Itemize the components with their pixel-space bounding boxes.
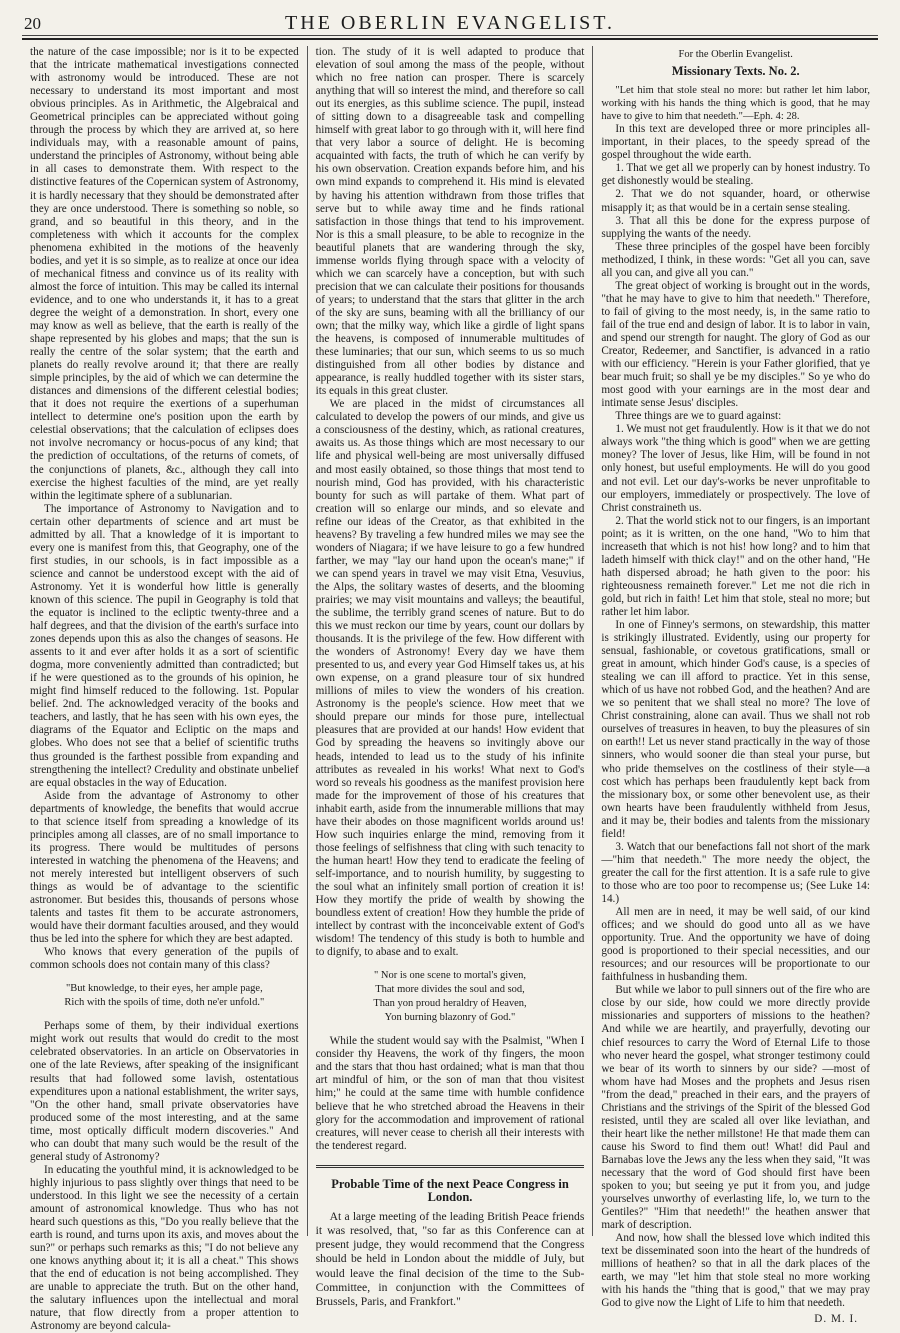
poem-line: Yon burning blazonry of God." <box>384 1012 516 1024</box>
article-paragraph: All men are in need, it may be well said, of our kind offices; and we should do good unto all as we have opportunity. True. And the opportunity we have of doing good is proportioned to their special necessities, and our resources; and our resources will be proportionate to our faithfulness in husbanding them. <box>601 906 871 984</box>
poem-line: Than yon proud heraldry of Heaven, <box>373 998 527 1010</box>
masthead <box>22 8 878 40</box>
poem-quote <box>30 982 299 1010</box>
article-paragraph: 3. That all this be done for the express purpose of supplying the wants of the needy. <box>601 214 871 240</box>
poem-line: "But knowledge, to their eyes, her ample page, <box>65 983 263 995</box>
signature: D. M. I. <box>814 1312 859 1325</box>
article-paragraph: The importance of Astronomy to Navigation and to certain other departments of science and art must be admitted by all. That a knowledge of it is important to every one is manifest from this, that Geography, one of the first studies, in our schools, is in fact impossible as a science and cannot be understood except with the aid of Astronomy. Yet it is wonderful how little is generally known of this science. The pupil in Geography is told that the equator is inclined to the ecliptic twenty-three and a half degrees, and that the division of the earth's surface into zones depends upon this as also the changes of seasons. He assents to it and ever after holds it as a sort of scientific dogma, more conveniently admitted than contradicted; but if he were questioned as to the grounds of his opinion, he might find himself reduced to the following. 1st. Popular belief. 2nd. The acknowledged veracity of the books and teachers, and lastly, that he has seen with his own eyes, the diagrams of the Equator and Ecliptic on the maps and globes. Who does not see that a belief of scientific truths thus grounded is the farthest possible from expanding and strengthening the intellect? Credulity and obstinate unbelief are equal obstacles in the way of Education. <box>30 502 299 789</box>
poem-line: " Nor is one scene to mortal's given, <box>374 970 526 982</box>
page-number: 20 <box>24 14 41 33</box>
poem-quote <box>316 969 585 1025</box>
article-paragraph: Who knows that every generation of the pupils of common schools does not contain many of this class? <box>30 946 299 972</box>
article-paragraph: 2. That the world stick not to our fingers, is an important point; as it is written, on the one hand, "Wo to him that increaseth that which is not his! how long? and to him that ladeth himself with thick clay!" and on the other hand, "He hath dispersed abroad; he hath given to the poor: his righteousness remaineth forever." Let me not die rich in gold, but rich in faith! Let him that stole, steal no more; but rather let him labor. <box>601 514 871 618</box>
column-3 <box>592 46 878 1325</box>
column-1 <box>22 46 307 1333</box>
masthead-rule <box>22 35 878 36</box>
article-paragraph: Three things are we to guard against: <box>615 410 782 423</box>
article-paragraph: 3. Watch that our benefactions fall not short of the mark—"him that needeth." The more needy the object, the greater the call for the first attention. It is a safe rule to give to those who are too poor to recompense us; (See Luke 14: 14.) <box>601 840 871 905</box>
article-paragraph: But while we labor to pull sinners out of the fire who are close by our side, how could we more directly provide missionaries and supporters of missions to the heathen? And while we are heartily, and prayerfully, devoting our chief resources to carry the Word of Eternal Life to those who never heard the gospel, what stronger testimony could we bear of its worth to sinners by our side? —most of whom have had Moses and the prophets and Jesus risen "from the dead," preached in their ears, and the prayers of Christians and the strivings of the Spirit of the blessed God resisted, until they are scaled all over like leviathan, and their heart like the nether millstone! He that made them can cause his Sword to find them out! What! did Paul and Barnabas love the Jews any the less when they said, "It was necessary that the word of God should first have been spoken to you; but seeing ye put it from you, and judge yourselves unworthy of everlasting life, lo, we turn to the Gentiles?" "Him that needeth!" the heathen answer that mark of description. <box>601 984 871 1232</box>
article-paragraph: In this text are developed three or more principles all-important, in their places, to the speedy spread of the gospel throughout the wide earth. <box>601 123 871 162</box>
article-paragraph: The great object of working is brought out in the words, "that he may have to give to him that needeth." Therefore, to fail of giving to the most needy, is, in the same ratio to fail of the true end and design of labor. It is to labor in vain, and spend our strength for naught. The glory of God as our Creator, Redeemer, and Sanctifier, is advanced in a ratio with our efficiency. "Herein is your Father glorified, that ye bear much fruit; so shall ye be my disciples." So ye who do most good with your earnings are in the most dear and intimate sense Jesus' disciples. <box>601 279 871 410</box>
article-paragraph: And now, how shall the blessed love which indited this text be disseminated soon into the heart of the hundreds of millions of heathen? so that in all the dark places of the earth, we may "let him that stole steal no more working with his hands the "thing that is good," that we may pray God to give now the Light of Life to him that needeth. <box>601 1232 871 1310</box>
article-paragraph: the nature of the case impossible; nor is it to be expected that the intricate mathematical investigations connected with astronomy would be introduced. These are not necessary to understand its most important and most obvious principles. As in Arithmetic, the Algebraical and Geometrical principles can be appreciated without going through the process by which they are arrived at, so here individuals may, with a reasonable amount of pains, understand the principles of Astronomy, without being able in all cases to demonstrate them. With respect to the distinctive features of the Copernican system of Astronomy, it is hardly necessary that they should be demonstrated after they are once understood. There is something so noble, so grand, and so beautiful in this theory, and in the completeness with which it accounts for the complex phenomena exhibited in the motions of the heavenly bodies, and yet it is so simple, as to realize at once our idea of mechanical fitness and convince us of its reality with almost the force of intuition. This may be called its internal evidence, and to one who understands it, it has to a great degree the weight of a demonstration. In short, every one may know as well as believe, that the earth is really of the shape represented by his globes and maps; that the sun is really the centre of the solar system; that the earth and planets do really revolve around it; that there are really simple principles, by the aid of which we can determine the distances and dimensions of the different celestial bodies; that it does not require the exertions of a superhuman intellect to determine one's position upon the earth by celestial observations; that the calculation of eclipses does not involve necromancy or hocus-pocus of any kind; that the prediction of occultations, of the returns of comets, of the conjunctions of planets, &c., although they call into exercise the highest faculties of the mind, are yet really within the legitimate sphere of a sublunarian. <box>30 46 299 502</box>
article-paragraph: Aside from the advantage of Astronomy to other departments of knowledge, the benefits that would accrue to that science itself from spreading a knowledge of its principles among all classes, are of no small importance to its progress. There would be multitudes of persons interested in watching the phenomena of the Heavens; and not merely interested but intelligent observers of such things as would be of advantage to the scientific astronomer. But besides this, thousands of persons whose talents and tastes fit them to be accurate astronomers, would have their dormant faculties aroused, and they would thus be led into the sphere for which they are best adapted. <box>30 789 299 946</box>
article-paragraph: In educating the youthful mind, it is acknowledged to be highly injurious to pass slightly over things that need to be understood. In this light we see the necessity of a certain amount of astronomical knowledge. Thus who has not heard such questions as this, "Do you really believe that the earth is round, and turns upon its axis, and moves about the sun?" or perhaps such remarks as this; "I do not believe any one knows anything about it; it is all a cheat." This shows that the end of education is not being accomplished. They are unable to appreciate the truth. But on the other hand, the salutary influences upon the intellectual and moral nature, that flow directly from a proper attention to Astronomy are beyond calcula- <box>30 1163 299 1333</box>
columns <box>22 46 878 1333</box>
article-paragraph: While the student would say with the Psalmist, "When I consider thy Heavens, the work of thy fingers, the moon and the stars that thou hast ordained; what is man that thou art mindful of him, or the son of man that thou visitest him;" he could at the same time with humble confidence believe that he who stretched abroad the Heavens in their glory for the accommodation and improvement of rational creatures, will never cease to cherish all their interests with the tenderest regard. <box>315 1035 585 1152</box>
article-paragraph: Perhaps some of them, by their individual exertions might work out results that would do credit to the most celebrated observatories. In an article on Observatories in one of the late Reviews, after speaking of the insignificant results that had followed some lavish, ostentatious expenditures upon a national establishment, the writer says, "On the other hand, small private observatories have produced some of the most interesting, and at the same time, most optically difficult modern discoveries." And who can doubt that many such would be the result of the general study of Astronomy? <box>30 1020 299 1163</box>
column-2 <box>307 46 593 1309</box>
epigraph: "Let him that stole steal no more: but rather let him labor, working with his hands the thing which is good, that he may have to give to him that needeth."—Eph. 4: 28. <box>601 85 871 123</box>
article-paragraph: We are placed in the midst of circumstances all calculated to develop the powers of our minds, and give us a consciousness of the destiny, which, as rational creatures, awaits us. As those things which are most necessary to our life and physical well-being are most universally diffused and most easily obtained, so those things that most tend to nourish mind, God has provided, with his characteristic bounty for such as will partake of them. What part of creation will so enlarge our minds, and so elevate and refine our ideas of the Creator, as that exhibited in the heavens? By traveling a few hundred miles we may see the wonders of Niagara; if we have leisure to go a few hundred farther, we may "lay our hand upon the ocean's mane;" if we can spend years in travel we may visit Etna, Vesuvius, the Alps, the solitary wastes of deserts, and the blooming prairies; we may visit mountains and valleys; the beautiful, the sublime, the terribly grand scenes of nature. But to do this we must reckon our time by years, count our dollars by thousands. It is the privilege of the few. How different with the wonders of Astronomy! Every day we have them presented to us, and every year God Himself takes us, at his own expense, on a grand pleasure tour of six hundred millions of miles to view the wonders of his creation. Astronomy is the people's science. How meet that we should prepare our minds for those pure, intellectual pleasures that are provided at our hands! How evident that God by spreading the heavens so invitingly above our heads, intended to lead us to the study of his infinite attributes as revealed in his works! What next to God's word so reveals his goodness as the manifest provision here made for the improvement of those of his creatures that inhabit earth, aside from the innumerable millions that may have their abodes on those magnificent worlds around us! How such inquiries enlarge the mind, removing from it those feelings of selfishness that cling with such tenacity to the human heart! How they tend to eradicate the feeling of self-importance, and to nourish humility, by suggesting to the soul what an infinitely small portion of creation it is! How they mortify the pride of wealth by showing the boundless extent of creation! How they humble the pride of intellect by contrast with the inconceivable extent of God's wisdom! The tendency of this study is both to humble and to dignify, to abase and to exalt. <box>315 398 585 959</box>
article-paragraph: At a large meeting of the leading British Peace friends it was resolved, that, "so far as this Conference can at present judge, they would recommend that the Congress should be held in London about the middle of July, but would leave the final decision of the time to the Sub-Committee, in conjunction with the Committees of Brussels, Paris, and Frankfort." <box>315 1209 585 1309</box>
poem-line: Rich with the spoils of time, doth ne'er unfold." <box>64 997 265 1009</box>
article-heading: Probable Time of the next Peace Congress in London. <box>331 1176 569 1204</box>
article-paragraph: These three principles of the gospel have been forcibly methodized, I think, in these words: "Get all you can, save all you can, and give all you can." <box>601 240 871 279</box>
article-paragraph: In one of Finney's sermons, on stewardship, this matter is strikingly illustrated. Evidently, using our property for sensual, fashionable, or covetous gratifications, small or great in amount, which hinder God's cause, is a species of stealing we can ill afford to practice. Yet in this sense, which of us have not robbed God, and the heathen? And are we so penitent that we shall steal no more? The love of Christ constraining, alone can avail. Thus we shall not rob ourselves of treasures in heaven, to buy the pleasures of sin on earth!! Let us never stand practically in the way of those sinners, who would sooner die than steal your purse, but who pride themselves on the costliness of their style—a cost which has perhaps been fraudulently kept back from the missionary box, or some other benevolent use, as their own hearts have been fraudulently withheld from Jesus, and it may be, their bodies and talents from the missionary field! <box>601 619 871 840</box>
paper-title: THE OBERLIN EVANGELIST. <box>285 12 615 34</box>
article-paragraph: tion. The study of it is well adapted to produce that elevation of soul among the mass of the people, without which no free nation can prosper. There is scarcely anything that will so interest the mind, and therefore so call out its energies, as this sublime science. The pupil, instead of sitting down to a disagreeable task and compelling himself with great labor to go through with it, will here find that very labor a source of delight. He is becoming acquainted with facts, the truth of which he can verify by his own observation. Creation expands before him, and his own mind expands to comprehend it. His mind is elevated by having his attention withdrawn from those trifles that serve but to while away time and he finds rational satisfaction in those things that tend to his improvement. Nor is this a small pleasure, to be able to recognize in the beautiful planets that are wandering through the sky, immense worlds flying through space with a velocity of which we can scarcely have a conception, but with such precision that we can calculate their positions for thousands of years; to understand that the stars that glitter in the arch of the sky are suns, beaming with all the brilliancy of our own; that the milky way, which like a girdle of light spans the heavens, is composed of innumerable multitudes of these luminaries; that our sun, which seems to us so much distinguished from all other bodies by distance and appearance, is really huddled together with its sister stars, its equals in this great cluster. <box>315 46 585 398</box>
article-paragraph: 1. We must not get fraudulently. How is it that we do not always work "the thing which is good" when we are getting money? The lover of Jesus, like Him, will be found in not only honest, but useful employments. He will do you good and not evil. Let our day's-works be never unprofitable to our employers, immediately or prospectively. The love of Christ constraineth us. <box>601 423 871 514</box>
article-paragraph: 2. That we do not squander, hoard, or otherwise misapply it; as that would be in a certain sense stealing. <box>601 188 871 214</box>
article-paragraph: 1. That we get all we properly can by honest industry. To get dishonestly would be stealing. <box>601 162 871 188</box>
article-heading: Missionary Texts. No. 2. <box>671 64 800 79</box>
peace-congress-article <box>316 1178 585 1310</box>
poem-line: That more divides the soul and sod, <box>375 984 525 996</box>
section-divider <box>316 1165 585 1168</box>
byline: For the Oberlin Evangelist. <box>678 49 793 60</box>
